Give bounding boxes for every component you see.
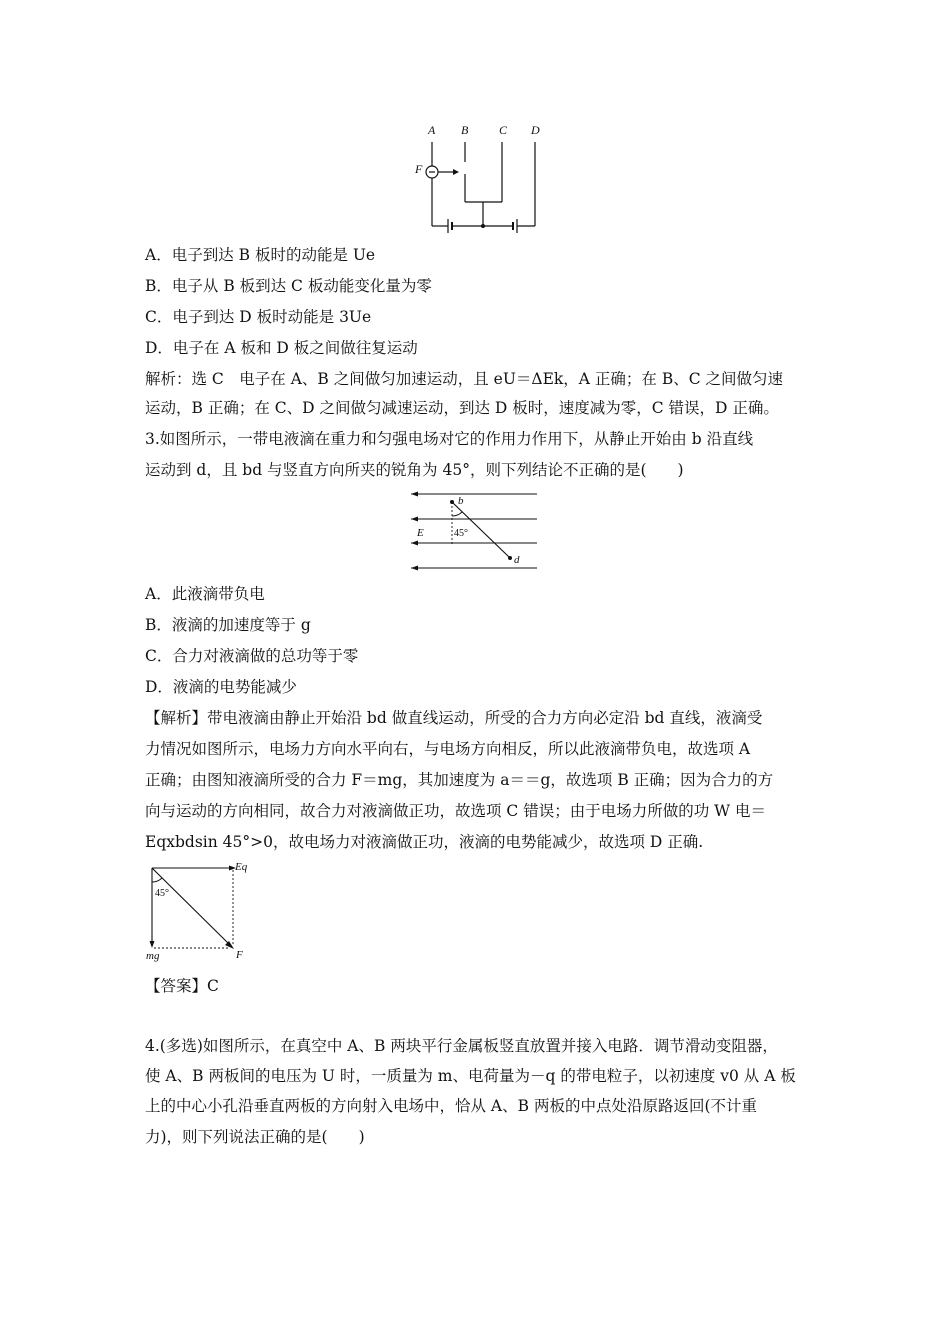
label-b: b [458, 495, 464, 507]
label-E: E [417, 527, 424, 539]
q3-stem-line-1: 3.如图所示，一带电液滴在重力和匀强电场对它的作用力作用下，从静止开始由 b 沿直线 [145, 430, 754, 448]
label-Eq: Eq [235, 861, 248, 873]
q2-analysis-line-1: 解析：选 C 电子在 A、B 之间做匀加速运动，且 eU＝ΔEk，A 正确；在 B、C 之间做匀速 [145, 370, 784, 388]
q2-option-b: B．电子从 B 板到达 C 板动能变化量为零 [145, 277, 432, 295]
q3-analysis-line-4: 向与运动的方向相同，故合力对液滴做正功，故选项 C 错误；由于电场力所做的功 W 电＝ [145, 802, 767, 820]
q4-stem-line-4: 力)，则下列说法正确的是( ) [145, 1128, 365, 1146]
q3-option-d: D．液滴的电势能减少 [145, 678, 297, 696]
label-45-deg-force: 45° [155, 888, 169, 899]
q3-analysis-line-1: 【解析】带电液滴由静止开始沿 bd 做直线运动，所受的合力方向必定沿 bd 直线，液滴受 [145, 709, 763, 727]
q2-option-a: A．电子到达 B 板时的动能是 Ue [145, 246, 376, 264]
label-C: C [499, 123, 508, 137]
label-A: A [428, 123, 436, 137]
q2-analysis-line-2: 运动，B 正确；在 C、D 之间做匀减速运动，到达 D 板时，速度减为零，C 错误，D 正确。 [145, 399, 779, 417]
q3-option-a: A．此液滴带负电 [145, 585, 265, 603]
q4-stem-line-3: 上的中心小孔沿垂直两板的方向射入电场中，恰从 A、B 两板的中点处沿原路返回(不计重 [145, 1097, 757, 1115]
q3-stem-line-2: 运动到 d，且 bd 与竖直方向所夹的锐角为 45°，则下列结论不正确的是( ) [145, 461, 684, 479]
q4-stem-line-1: 4.(多选)如图所示，在真空中 A、B 两块平行金属板竖直放置并接入电路．调节滑动变阻器， [145, 1037, 778, 1055]
label-D: D [531, 123, 540, 137]
label-B: B [461, 123, 469, 137]
label-45-deg: 45° [454, 528, 468, 539]
label-F: F [236, 949, 243, 961]
label-mg: mg [146, 950, 160, 962]
q3-answer: 【答案】C [145, 977, 219, 995]
figure-electric-field [405, 486, 545, 574]
q2-option-d: D．电子在 A 板和 D 板之间做往复运动 [145, 339, 418, 357]
figure-force-diagram [140, 858, 260, 966]
label-d: d [514, 554, 520, 566]
figure-plates-circuit [405, 118, 555, 236]
q2-option-c: C．电子到达 D 板时动能是 3Ue [145, 308, 372, 326]
q3-analysis-line-5: Eqxbdsin 45°>0，故电场力对液滴做正功，液滴的电势能减少，故选项 D 正确. [145, 833, 704, 851]
q3-option-b: B．液滴的加速度等于 g [145, 616, 311, 634]
q3-analysis-line-2: 力情况如图所示，电场力方向水平向右，与电场方向相反，所以此液滴带负电，故选项 A [145, 740, 751, 758]
q3-analysis-line-3: 正确；由图知液滴所受的合力 F＝mg，其加速度为 a＝＝g，故选项 B 正确；因为合力的方 [145, 771, 774, 789]
q4-stem-line-2: 使 A、B 两板间的电压为 U 时，一质量为 m、电荷量为－q 的带电粒子，以初速度 v0 从 A 板 [145, 1067, 796, 1085]
q3-option-c: C．合力对液滴做的总功等于零 [145, 647, 359, 665]
label-F: F [415, 162, 423, 176]
